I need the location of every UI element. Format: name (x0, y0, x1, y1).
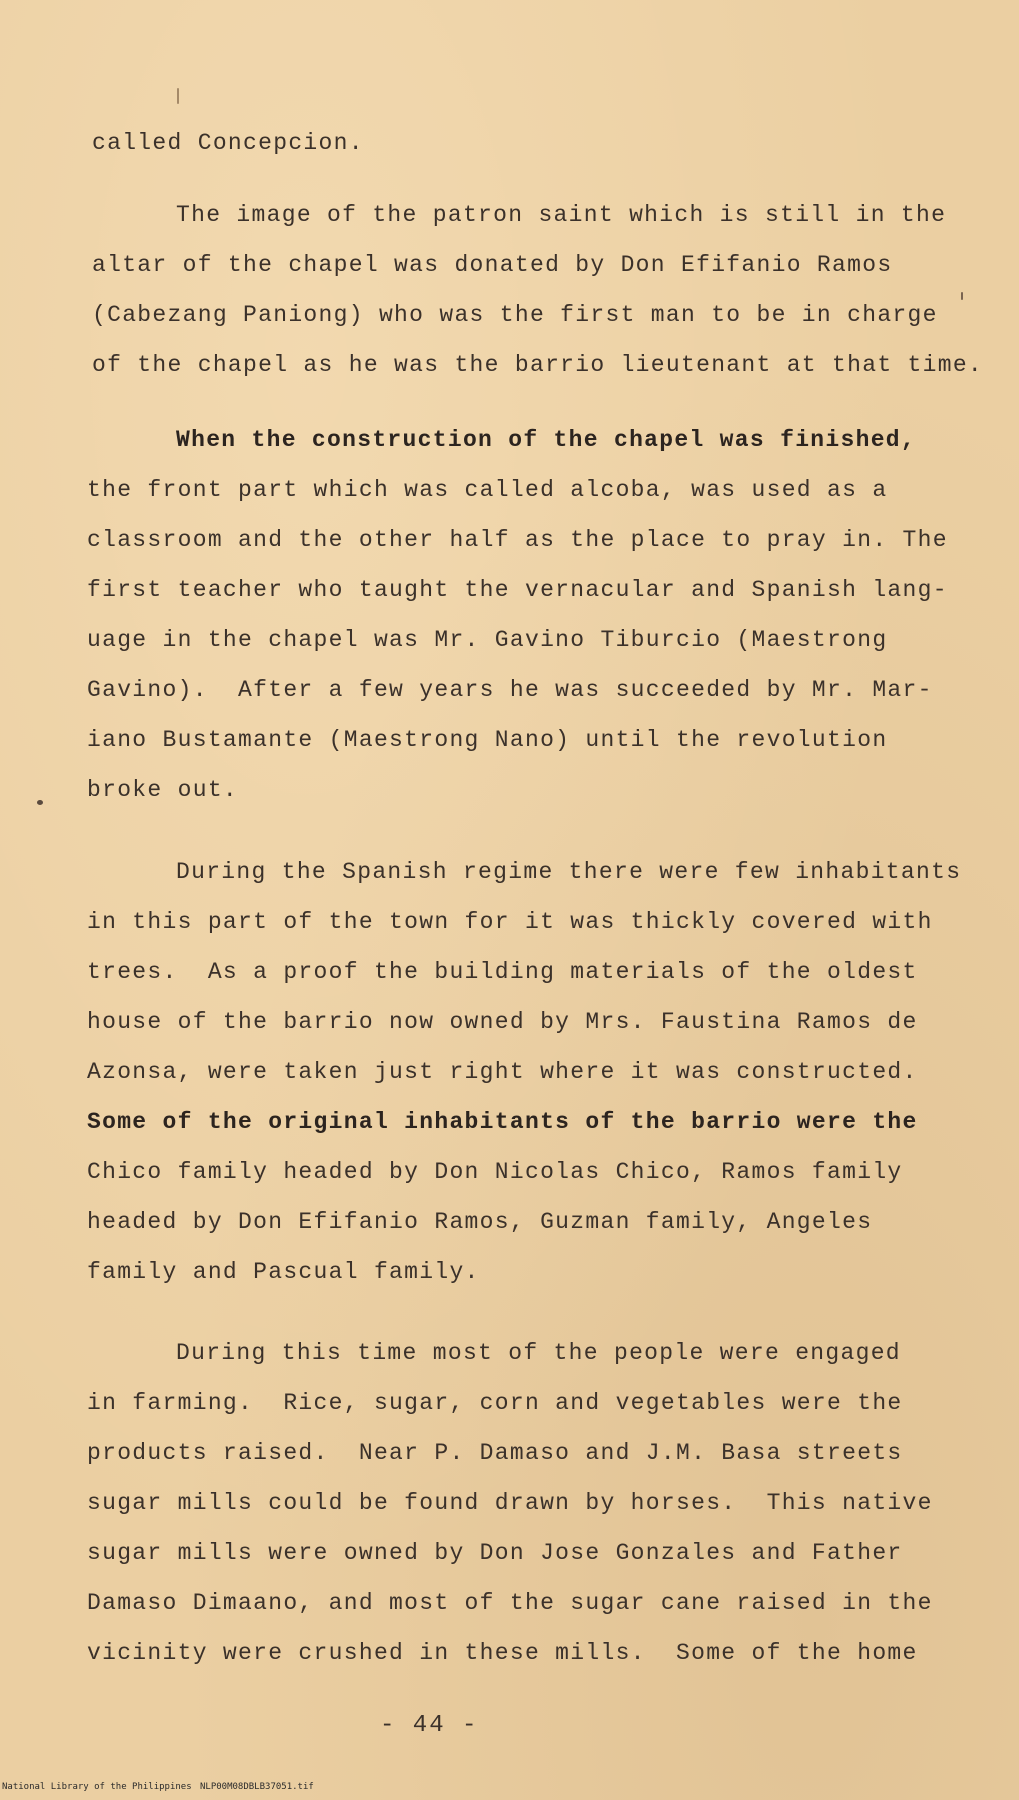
text-line-11: Gavino). After a few years he was succeeded by Mr. Mar- (87, 677, 933, 703)
footer-source: National Library of the Philippines (2, 1782, 192, 1792)
text-line-18: Azonsa, were taken just right where it was constructed. (87, 1059, 918, 1085)
text-line-17: house of the barrio now owned by Mrs. Faustina Ramos de (87, 1009, 918, 1035)
text-line-23: During this time most of the people were engaged (176, 1340, 901, 1366)
text-line-13: broke out. (87, 777, 239, 803)
text-line-9: first teacher who taught the vernacular and Spanish lang- (87, 577, 948, 603)
text-line-16: trees. As a proof the building materials of the oldest (87, 959, 918, 985)
text-line-22: family and Pascual family. (87, 1259, 480, 1285)
text-line-26: sugar mills could be found drawn by horses. This native (87, 1490, 933, 1516)
text-line-27: sugar mills were owned by Don Jose Gonzales and Father (87, 1540, 903, 1566)
text-line-6: When the construction of the chapel was finished, (176, 427, 917, 453)
text-line-12: iano Bustamante (Maestrong Nano) until the revolution (87, 727, 888, 753)
text-line-7: the front part which was called alcoba, was used as a (87, 477, 888, 503)
page-number: - 44 - (380, 1712, 479, 1739)
text-line-8: classroom and the other half as the place to pray in. The (87, 527, 948, 553)
text-line-21: headed by Don Efifanio Ramos, Guzman family, Angeles (87, 1209, 873, 1235)
text-line-24: in farming. Rice, sugar, corn and vegetables were the (87, 1390, 903, 1416)
pencil-mark (961, 292, 963, 300)
text-line-4: (Cabezang Paniong) who was the first man to be in charge (92, 302, 938, 328)
text-line-15: in this part of the town for it was thickly covered with (87, 909, 933, 935)
footer-filename: NLP00M08DBLB37051.tif (200, 1782, 314, 1792)
text-line-1: called Concepcion. (92, 130, 364, 156)
text-line-25: products raised. Near P. Damaso and J.M. Basa streets (87, 1440, 903, 1466)
text-line-10: uage in the chapel was Mr. Gavino Tiburcio (Maestrong (87, 627, 888, 653)
ink-speck (37, 800, 43, 805)
text-line-20: Chico family headed by Don Nicolas Chico, Ramos family (87, 1159, 903, 1185)
text-line-5: of the chapel as he was the barrio lieutenant at that time. (92, 352, 984, 378)
text-line-28: Damaso Dimaano, and most of the sugar cane raised in the (87, 1590, 933, 1616)
text-line-14: During the Spanish regime there were few inhabitants (176, 859, 962, 885)
text-line-19: Some of the original inhabitants of the barrio were the (87, 1109, 918, 1135)
pencil-mark (177, 88, 179, 104)
text-line-29: vicinity were crushed in these mills. Some of the home (87, 1640, 918, 1666)
text-line-2: The image of the patron saint which is still in the (176, 202, 947, 228)
text-line-3: altar of the chapel was donated by Don Efifanio Ramos (92, 252, 893, 278)
